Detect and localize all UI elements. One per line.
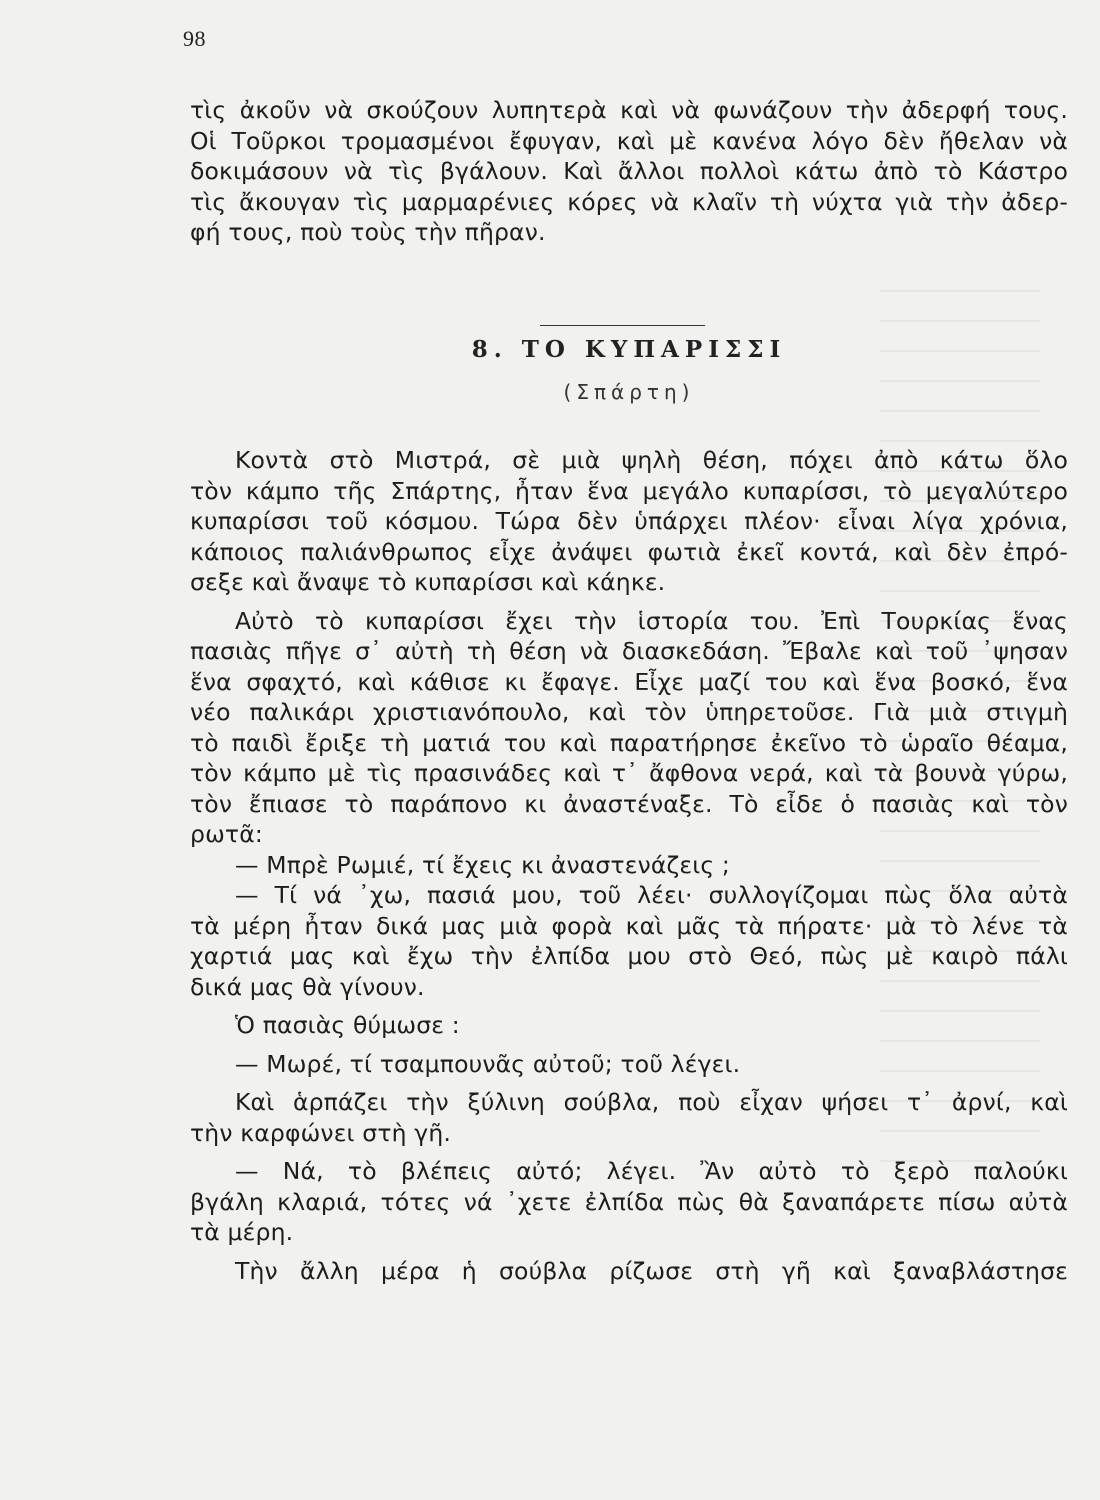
dialogue-line: — Νά, τὸ βλέπεις αὐτό; λέγει. Ἂν αὐτὸ τὸ ξερὸ παλούκι <box>235 1157 1068 1185</box>
paragraph <box>190 1010 1068 1041</box>
text-line: Τὴν ἄλλη μέρα ἡ σούβλα ρίζωσε στὴ γῆ καὶ ξαναβλάστησε <box>235 1256 1068 1285</box>
chapter-body <box>190 445 1068 1286</box>
text-line: φή τους, ποὺ τοὺς τὴν πῆραν. <box>190 218 546 246</box>
text-line: πασιὰς πῆγε σ᾽ αὐτὴ τὴ θέση νὰ διασκεδάση. Ἔβαλε καὶ τοῦ ᾽ψησαν <box>190 637 1068 665</box>
text-line: κάποιος παλιάνθρωπος εἶχε ἀνάψει φωτιὰ ἐκεῖ κοντά, καὶ δὲν ἐπρό- <box>190 537 1068 566</box>
paragraph <box>190 445 1068 598</box>
text-line: τὴν καρφώνει στὴ γῆ. <box>190 1118 452 1147</box>
text-line: βγάλη κλαριά, τότες νά ᾽χετε ἐλπίδα πὼς θὰ ξαναπάρετε πίσω αὐτὰ <box>190 1187 1068 1216</box>
dialogue-line: — Μπρὲ Ρωμιέ, τί ἔχεις κι ἀναστενάζεις ; <box>235 850 731 879</box>
text-line: τὰ μέρη ἦταν δικά μας μιὰ φορὰ καὶ μᾶς τὰ πήρατε· μὰ τὸ λένε τὰ <box>190 911 1068 940</box>
chapter-title: 8. ΤΟ ΚΥΠΑΡΙΣΣΙ <box>471 336 787 363</box>
text-line: τὸν κάμπο τῆς Σπάρτης, ἦταν ἕνα μεγάλο κυπαρίσσι, τὸ μεγαλύτερο <box>190 476 1068 505</box>
text-line: τὶς ἀκοῦν νὰ σκούζουν λυπητερὰ καὶ νὰ φωνάζουν τὴν ἀδερφή τους. <box>190 96 1068 124</box>
text-line: τὸν ἔπιασε τὸ παράπονο κι ἀναστέναξε. Τὸ εἶδε ὁ πασιὰς καὶ τὸν <box>190 789 1068 818</box>
continued-text-block <box>190 95 1068 248</box>
chapter-subtitle: (Σπάρτη) <box>563 380 695 404</box>
section-separator-rule <box>540 325 705 326</box>
text-line: σεξε καὶ ἄναψε τὸ κυπαρίσσι καὶ κάηκε. <box>190 568 666 596</box>
text-line: Αὐτὸ τὸ κυπαρίσσι ἔχει τὴν ἱστορία του. Ἐπὶ Τουρκίας ἕνας <box>235 606 1068 635</box>
paragraph <box>190 1256 1068 1287</box>
text-line: δοκιμάσουν νὰ τὶς βγάλουν. Καὶ ἄλλοι πολλοὶ κάτω ἀπὸ τὸ Κάστρο <box>190 157 1068 185</box>
paragraph <box>190 880 1068 1002</box>
dialogue-line: — Τί νά ᾽χω, πασιά μου, τοῦ λέει· συλλογίζομαι πὼς ὅλα αὐτὰ <box>235 881 1068 909</box>
text-line: δικά μας θὰ γίνουν. <box>190 972 425 1001</box>
text-line: Καὶ ἁρπάζει τὴν ξύλινη σούβλα, ποὺ εἶχαν ψήσει τ᾽ ἀρνί, καὶ <box>235 1088 1068 1116</box>
text-line: Ὁ πασιὰς θύμωσε : <box>235 1011 460 1039</box>
dialogue-line: — Μωρέ, τί τσαμπουνᾶς αὐτοῦ; τοῦ λέγει. <box>235 1049 741 1078</box>
text-line: νέο παλικάρι χριστιανόπουλο, καὶ τὸν ὑπηρετοῦσε. Γιὰ μιὰ στιγμὴ <box>190 698 1068 726</box>
text-line: ρωτᾶ: <box>190 820 263 848</box>
page-number: 98 <box>183 26 206 51</box>
paragraph <box>190 606 1068 850</box>
paragraph <box>190 850 1068 881</box>
paragraph <box>190 1049 1068 1080</box>
text-line: χαρτιά μας καὶ ἔχω τὴν ἐλπίδα μου στὸ Θεό, πὼς μὲ καιρὸ πάλι <box>190 942 1068 970</box>
text-line: τὸν κάμπο μὲ τὶς πρασινάδες καὶ τ᾽ ἄφθονα νερά, καὶ τὰ βουνὰ γύρω, <box>190 759 1068 787</box>
text-line: τὰ μέρη. <box>190 1218 294 1246</box>
text-line: τὶς ἄκουγαν τὶς μαρμαρένιες κόρες νὰ κλαῖν τὴ νύχτα γιὰ τὴν ἀδερ- <box>190 187 1068 216</box>
paragraph <box>190 1156 1068 1248</box>
text-line: κυπαρίσσι τοῦ κόσμου. Τώρα δὲν ὑπάρχει πλέον· εἶναι λίγα χρόνια, <box>190 507 1068 535</box>
paragraph <box>190 1087 1068 1148</box>
text-line: Κοντὰ στὸ Μιστρά, σὲ μιὰ ψηλὴ θέση, πόχει ἀπὸ κάτω ὅλο <box>235 446 1068 474</box>
text-line: Οἱ Τοῦρκοι τρομασμένοι ἔφυγαν, καὶ μὲ κανένα λόγο δὲν ἤθελαν νὰ <box>190 126 1068 155</box>
text-line: τὸ παιδὶ ἔριξε τὴ ματιά του καὶ παρατήρησε ἐκεῖνο τὸ ὡραῖο θέαμα, <box>190 728 1068 757</box>
text-line: ἕνα σφαχτό, καὶ κάθισε κι ἔφαγε. Εἶχε μαζί του καὶ ἕνα βοσκό, ἕνα <box>190 667 1068 696</box>
